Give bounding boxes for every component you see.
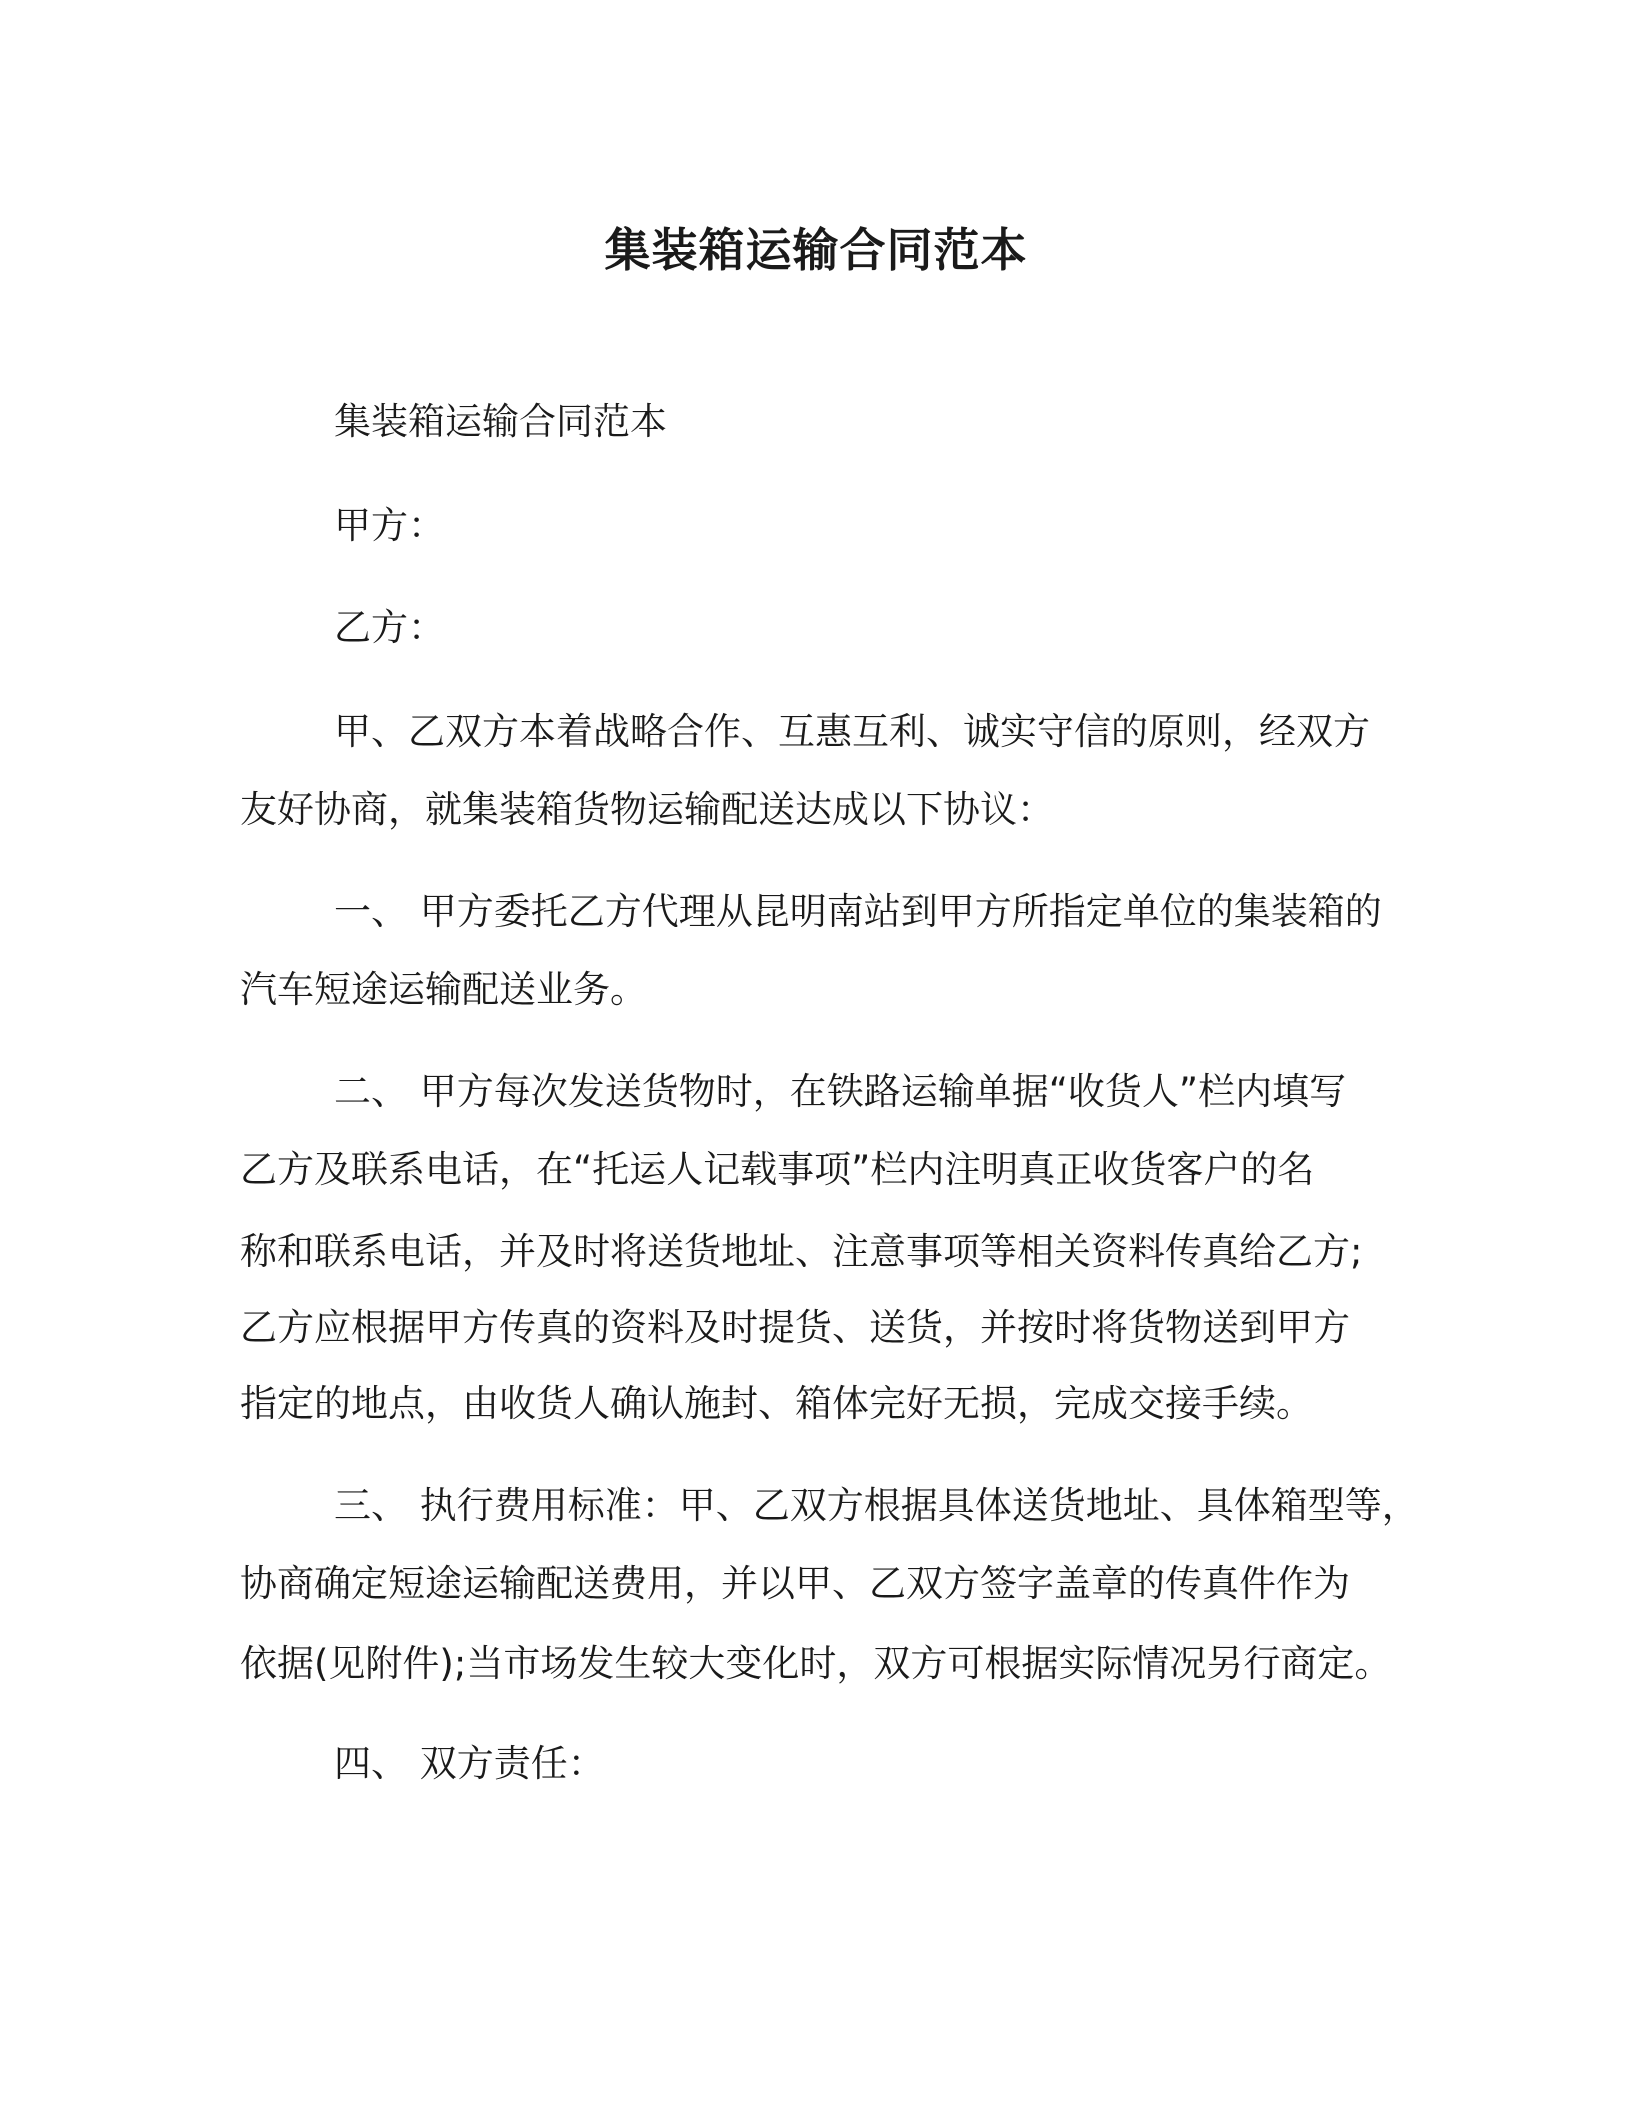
- party-a-label: 甲方：: [334, 504, 445, 547]
- clause-2-line-2: 乙方及联系电话，在“托运人记载事项”栏内注明真正收货客户的名: [240, 1148, 1315, 1191]
- clause-3-line-3: 依据(见附件);当市场发生较大变化时，双方可根据实际情况另行商定。: [240, 1642, 1392, 1685]
- clause-4-heading: 四、 双方责任：: [334, 1742, 605, 1785]
- party-b-label: 乙方：: [334, 606, 445, 649]
- clause-2-line-4: 乙方应根据甲方传真的资料及时提货、送货，并按时将货物送到甲方: [240, 1306, 1350, 1349]
- clause-2-line-3: 称和联系电话，并及时将送货地址、注意事项等相关资料传真给乙方;: [240, 1230, 1363, 1273]
- intro-line-2: 友好协商，就集装箱货物运输配送达成以下协议：: [240, 788, 1054, 831]
- clause-1-line-1: 一、 甲方委托乙方代理从昆明南站到甲方所指定单位的集装箱的: [334, 890, 1382, 933]
- document-title: 集装箱运输合同范本: [604, 223, 1028, 277]
- clause-1-line-2: 汽车短途运输配送业务。: [240, 968, 647, 1011]
- clause-3-line-2: 协商确定短途运输配送费用，并以甲、乙双方签字盖章的传真件作为: [240, 1562, 1350, 1605]
- clause-2-line-5: 指定的地点，由收货人确认施封、箱体完好无损，完成交接手续。: [240, 1382, 1313, 1425]
- intro-line-1: 甲、乙双方本着战略合作、互惠互利、诚实守信的原则，经双方: [334, 710, 1370, 753]
- subtitle: 集装箱运输合同范本: [334, 400, 667, 443]
- clause-3-line-1: 三、 执行费用标准：甲、乙双方根据具体送货地址、具体箱型等，: [334, 1484, 1419, 1527]
- clause-2-line-1: 二、 甲方每次发送货物时，在铁路运输单据“收货人”栏内填写: [334, 1070, 1347, 1113]
